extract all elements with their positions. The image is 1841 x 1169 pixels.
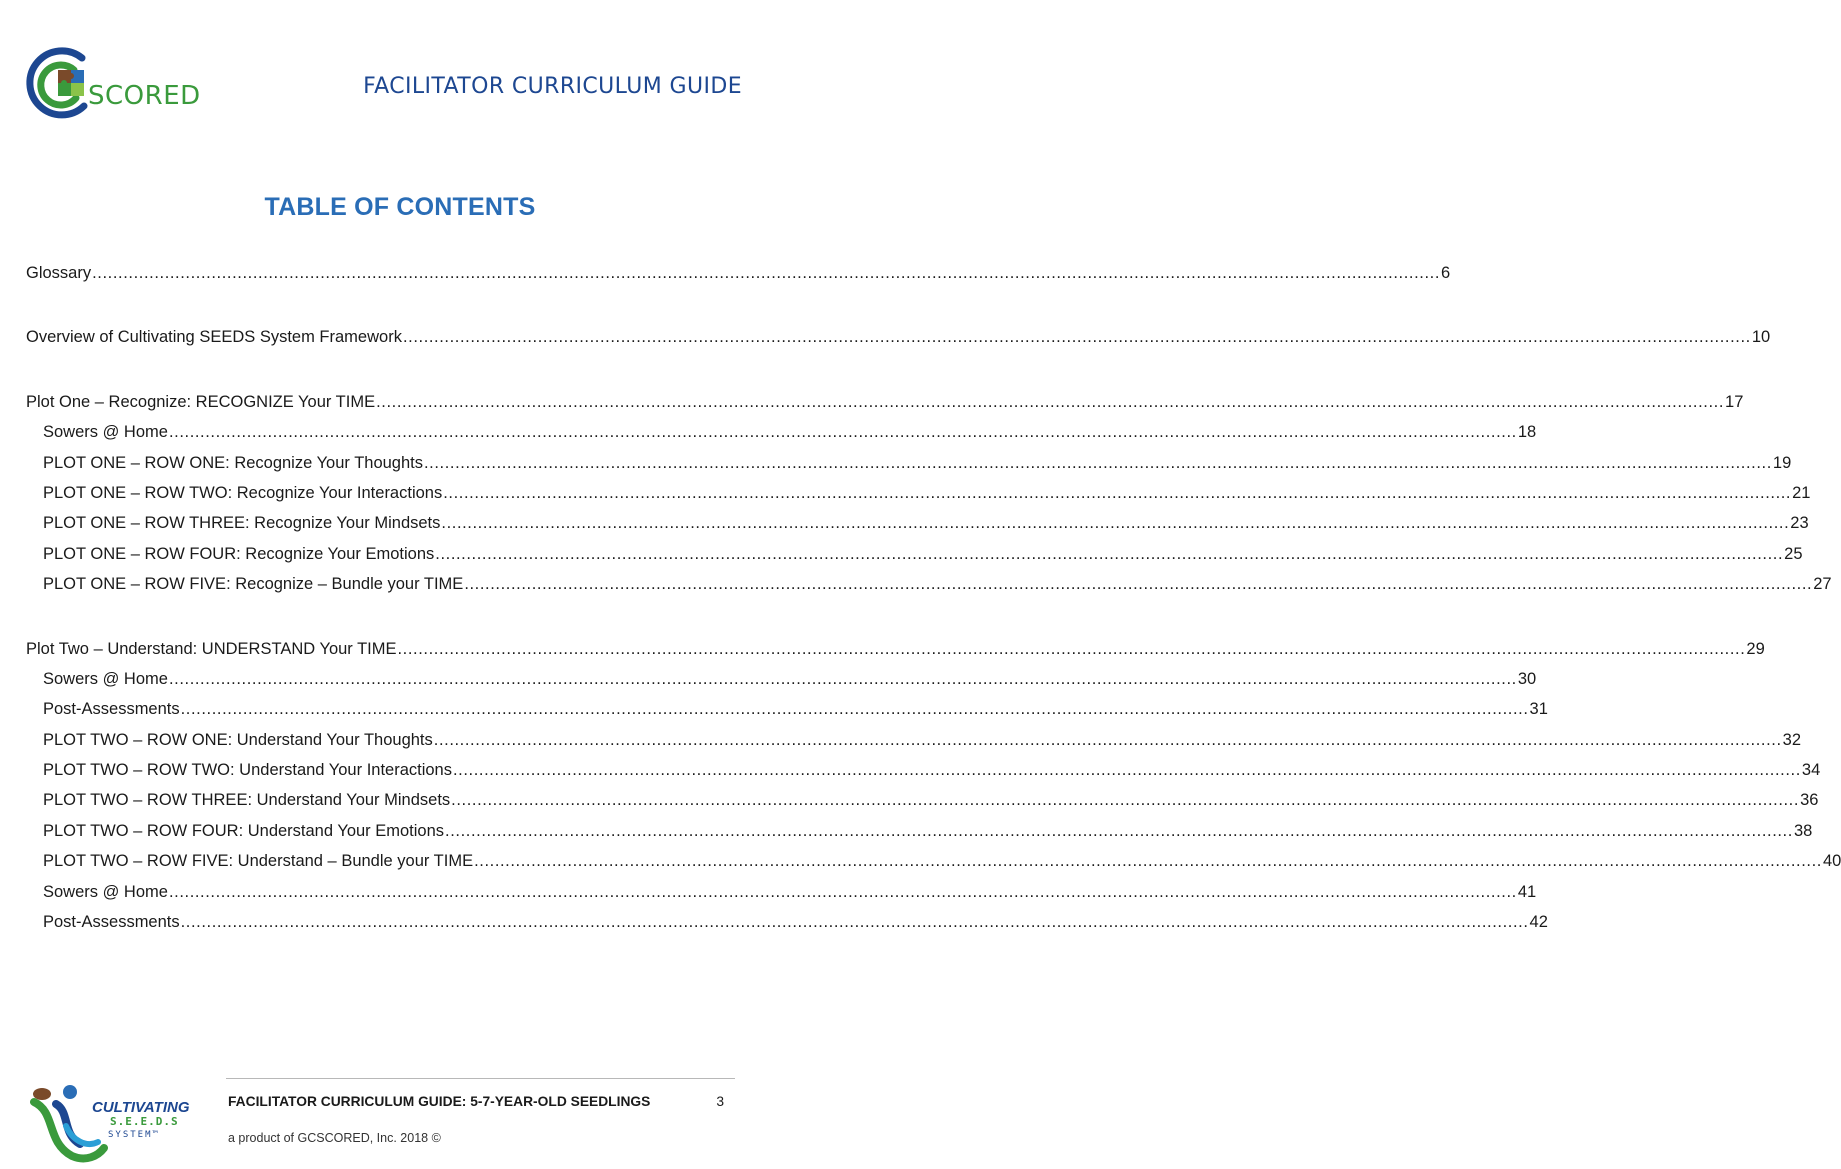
toc-dot-leader: .................................................................................................................................................................................................................................................................... xyxy=(443,483,1792,502)
toc-entry-title: PLOT TWO – ROW FOUR: Understand Your Emotions xyxy=(43,821,445,840)
toc-group xyxy=(26,322,1771,352)
toc-entry[interactable] xyxy=(26,755,1821,785)
toc-dot-leader: .................................................................................................................................................................................................................................................................... xyxy=(451,791,1800,810)
gcscored-logo xyxy=(22,48,207,120)
toc-entry-title: PLOT ONE – ROW THREE: Recognize Your Mindsets xyxy=(43,514,441,533)
toc-entry-page: 34 xyxy=(1801,761,1821,780)
toc-group xyxy=(26,387,1832,600)
toc-entry[interactable] xyxy=(26,816,1813,846)
toc-entry-page: 21 xyxy=(1792,483,1811,502)
toc-entry-title: Glossary xyxy=(26,264,92,282)
toc-entry-title: Sowers @ Home xyxy=(43,882,168,901)
toc-entry-title: PLOT TWO – ROW ONE: Understand Your Thoughts xyxy=(43,730,433,749)
table-of-contents xyxy=(26,258,1841,971)
logo-wordmark: SCORED xyxy=(88,81,201,111)
toc-entry-page: 32 xyxy=(1782,730,1802,749)
footer-divider xyxy=(226,1078,735,1079)
toc-dot-leader: .................................................................................................................................................................................................................................................................... xyxy=(433,730,1782,749)
toc-dot-leader: .................................................................................................................................................................................................................................................................... xyxy=(180,700,1529,719)
toc-entry-title: PLOT ONE – ROW FIVE: Recognize – Bundle your TIME xyxy=(43,575,464,594)
toc-entry[interactable] xyxy=(26,785,1819,815)
toc-entry[interactable] xyxy=(26,539,1803,569)
toc-entry[interactable] xyxy=(26,694,1548,724)
toc-entry-title: Sowers @ Home xyxy=(43,423,168,442)
toc-entry-page: 41 xyxy=(1517,882,1537,901)
toc-entry-page: 29 xyxy=(1746,639,1765,658)
toc-entry-page: 10 xyxy=(1751,328,1771,347)
toc-entry[interactable] xyxy=(26,907,1548,937)
toc-entry-page: 6 xyxy=(1441,264,1451,282)
toc-dot-leader: .................................................................................................................................................................................................................................................................... xyxy=(474,852,1822,871)
toc-entry[interactable] xyxy=(26,322,1771,352)
toc-entry-title: Sowers @ Home xyxy=(43,669,168,688)
toc-dot-leader: .................................................................................................................................................................................................................................................................... xyxy=(376,392,1725,411)
toc-entry-title: Post-Assessments xyxy=(43,913,180,932)
toc-entry[interactable] xyxy=(26,846,1841,876)
toc-entry[interactable] xyxy=(26,387,1744,417)
toc-entry-page: 18 xyxy=(1517,423,1537,442)
toc-entry-page: 31 xyxy=(1529,700,1548,719)
header-title: FACILITATOR CURRICULUM GUIDE xyxy=(363,74,742,99)
toc-entry-page: 27 xyxy=(1813,575,1832,594)
toc-entry-page: 17 xyxy=(1725,392,1744,411)
toc-entry[interactable] xyxy=(26,417,1537,447)
footer-guide-title: FACILITATOR CURRICULUM GUIDE: 5-7-YEAR-OLD SEEDLINGS xyxy=(228,1094,651,1109)
toc-entry-page: 30 xyxy=(1517,669,1537,688)
toc-dot-leader: .................................................................................................................................................................................................................................................................... xyxy=(168,669,1517,688)
toc-group xyxy=(26,258,1451,288)
toc-entry-title: PLOT TWO – ROW TWO: Understand Your Interactions xyxy=(43,761,452,780)
toc-entry-title: PLOT TWO – ROW FIVE: Understand – Bundle your TIME xyxy=(43,852,474,871)
toc-dot-leader: .................................................................................................................................................................................................................................................................... xyxy=(402,328,1751,347)
toc-entry-title: Overview of Cultivating SEEDS System Framework xyxy=(26,328,402,347)
toc-dot-leader: .................................................................................................................................................................................................................................................................... xyxy=(435,544,1784,563)
toc-entry-page: 42 xyxy=(1529,913,1548,932)
footer-credit: a product of GCSCORED, Inc. 2018 © xyxy=(228,1131,441,1145)
cultivating-seeds-logo xyxy=(26,1082,196,1164)
toc-entry[interactable] xyxy=(26,634,1765,664)
toc-entry-page: 40 xyxy=(1822,852,1841,871)
toc-heading: TABLE OF CONTENTS xyxy=(264,193,536,221)
toc-entry-title: PLOT ONE – ROW ONE: Recognize Your Thoughts xyxy=(43,453,423,472)
toc-dot-leader: .................................................................................................................................................................................................................................................................... xyxy=(453,761,1801,780)
logo-word-seeds: S.E.E.D.S xyxy=(110,1115,179,1128)
toc-dot-leader: .................................................................................................................................................................................................................................................................... xyxy=(445,821,1793,840)
toc-entry-page: 19 xyxy=(1772,453,1792,472)
toc-entry[interactable] xyxy=(26,508,1809,538)
toc-entry[interactable] xyxy=(26,478,1811,508)
toc-entry-title: PLOT TWO – ROW THREE: Understand Your Mindsets xyxy=(43,791,451,810)
toc-entry-title: PLOT ONE – ROW FOUR: Recognize Your Emotions xyxy=(43,544,435,563)
toc-entry[interactable] xyxy=(26,725,1802,755)
toc-group xyxy=(26,634,1841,938)
toc-dot-leader: .................................................................................................................................................................................................................................................................... xyxy=(168,423,1517,442)
toc-entry-title: Plot One – Recognize: RECOGNIZE Your TIME xyxy=(26,392,376,411)
toc-entry-page: 38 xyxy=(1793,821,1813,840)
toc-entry-title: PLOT ONE – ROW TWO: Recognize Your Interactions xyxy=(43,483,443,502)
toc-dot-leader: .................................................................................................................................................................................................................................................................... xyxy=(168,882,1517,901)
toc-dot-leader: .................................................................................................................................................................................................................................................................... xyxy=(441,514,1790,533)
toc-entry-title: Plot Two – Understand: UNDERSTAND Your TIME xyxy=(26,639,397,658)
toc-entry[interactable] xyxy=(26,664,1537,694)
toc-entry[interactable] xyxy=(26,258,1451,288)
toc-entry-page: 23 xyxy=(1790,514,1809,533)
toc-entry-page: 25 xyxy=(1784,544,1803,563)
toc-dot-leader: .................................................................................................................................................................................................................................................................... xyxy=(180,913,1529,932)
toc-entry[interactable] xyxy=(26,448,1792,478)
toc-entry-page: 36 xyxy=(1800,791,1819,810)
toc-entry[interactable] xyxy=(26,569,1832,599)
toc-entry[interactable] xyxy=(26,877,1537,907)
logo-word-cultivating: CULTIVATING xyxy=(92,1099,190,1116)
toc-dot-leader: .................................................................................................................................................................................................................................................................... xyxy=(92,264,1441,282)
footer-page-number: 3 xyxy=(716,1094,724,1109)
toc-dot-leader: .................................................................................................................................................................................................................................................................... xyxy=(397,639,1746,658)
toc-dot-leader: .................................................................................................................................................................................................................................................................... xyxy=(423,453,1772,472)
logo-word-system: SYSTEM™ xyxy=(108,1130,160,1140)
toc-dot-leader: .................................................................................................................................................................................................................................................................... xyxy=(464,575,1813,594)
toc-entry-title: Post-Assessments xyxy=(43,700,180,719)
